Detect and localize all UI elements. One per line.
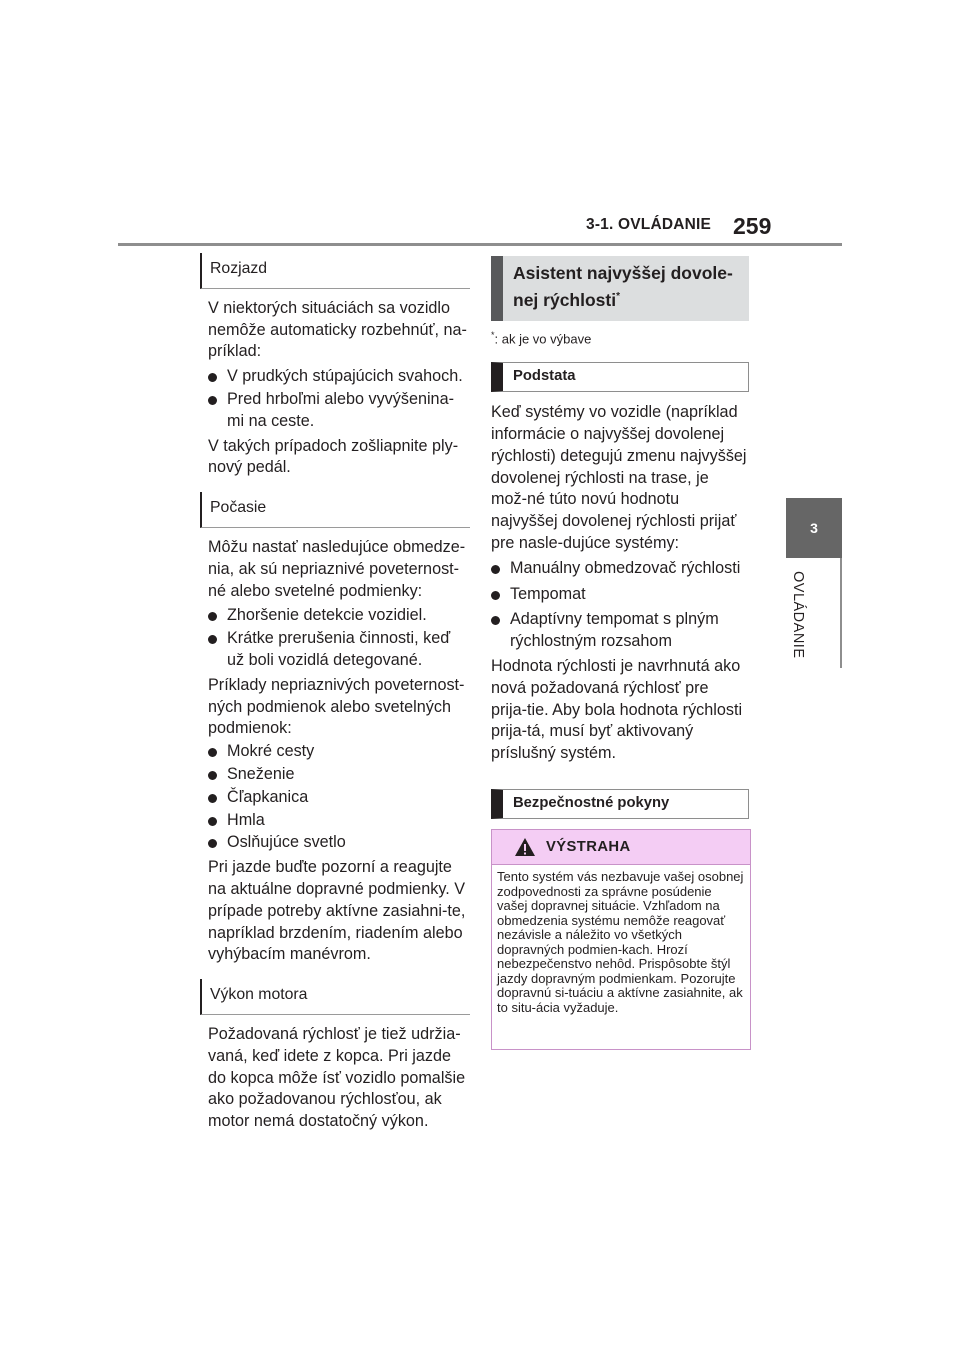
list-item: V prudkých stúpajúcich svahoch. [208,366,470,388]
running-header-section: 3-1. OVLÁDANIE [586,216,712,233]
rozjazd-outro: V takých prípadoch zošliapnite ply-nový pedál. [208,436,459,477]
list-item: Pred hrboľmi alebo vyvýšenina-mi na ceste. [208,389,470,433]
footnote-marker: * [616,291,620,302]
pocasie-intro: Môžu nastať nasledujúce obmedze-nia, ak sú nepriaznivé poveternost-né alebo svetelné podmienky: [208,537,466,600]
podstata-outro: Hodnota rýchlosti je navrhnutá ako nová požadovaná rýchlosť pre prija-tie. Aby bola hodnota rýchlosti prija-tá, musí byť aktivovaný príslušný systém. [491,656,743,763]
list-item: Zhoršenie detekcie vozidiel. [208,605,470,627]
chapter-label: OVLÁDANIE [790,571,806,659]
subheading-pocasie-text: Počasie [210,499,267,517]
warning-text: Tento systém vás nezbavuje vašej osobnej zodpovednosti za správne posúdenie vašej dopravnej situácie. Vzhľadom na obmedzenia systému nemôže reagovať nezávisle a náležito vo všetkých dopravných podmien-kach. Hrozí nebezpečenstvo nehôd. Prispôsobte štýl jazdy dopravným podmienkam. Pozorujte dopravnú si-tuáciu a aktívne zasiahnite, ak to situ-ácia vyžaduje. [497,869,744,1015]
side-rule [840,558,842,668]
vykon-text: Požadovaná rýchlosť je tiež udržia-vaná, keď idete z kopca. Pri jazde do kopca môže ísť vozidlo pomalšie ako požadovanou rýchlosťou, ak motor nemá dostatočný výkon. [208,1024,466,1131]
list-item: Hmla [208,810,470,832]
list-item: Manuálny obmedzovač rýchlosti [491,558,749,580]
subheading-podstata-text: Podstata [513,368,576,385]
podstata-intro: Keď systémy vo vozidle (napríklad informácie o najvyššej dovolenej rýchlosti) detegujú zmenu najvyššej dovolenej rýchlosti na trase, je mož-né túto novú hodnotu najvyššej dovolenej rýchlosti prijať pre nasle-dujúce systémy: [491,403,747,552]
subheading-rozjazd [200,253,470,289]
list-item: Čľapkanica [208,787,470,809]
subheading-podstata [491,362,749,392]
chapter-tab: 3 [786,498,842,558]
pocasie-outro: Pri jazde buďte pozorní a reagujte na aktuálne dopravné podmienky. V prípade potreby aktívne zasiahni-te, napríklad brzdením, riadením alebo vyhýbacím manévrom. [208,858,466,964]
subheading-vykon-text: Výkon motora [210,986,308,1004]
section-title [491,256,749,321]
warning-header [492,830,750,865]
right-column [491,256,749,765]
list-item: Adaptívny tempomat s plným rýchlostným rozsahom [491,609,749,653]
list-item: Tempomat [491,584,749,606]
pocasie-examples: Príklady nepriaznivých poveternost-ných podmienok alebo svetelných podmienok: [208,675,465,738]
subheading-vykon [200,979,470,1015]
header-rule [118,243,842,246]
warning-box [491,829,751,1050]
subheading-rozjazd-text: Rozjazd [210,260,268,277]
list-item: Oslňujúce svetlo [208,832,470,854]
warning-title: VÝSTRAHA [546,839,631,855]
subheading-bezpecnost-text: Bezpečnostné pokyny [513,795,670,811]
footnote [491,327,749,347]
rozjazd-intro: V niektorých situáciách sa vozidlo nemôže automaticky rozbehnúť, na-príklad: [208,298,467,361]
list-item: Mokré cesty [208,741,470,763]
page-number: 259 [733,213,772,239]
footnote-text: : ak je vo výbave [494,331,592,347]
list-item: Sneženie [208,764,470,786]
subheading-bezpecnost [491,789,749,819]
section-title-line2: nej rýchlosti* [513,289,620,310]
left-column [208,253,470,1133]
list-item: Krátke prerušenia činnosti, keď už boli vozidlá detegované. [208,628,470,672]
subheading-pocasie [200,492,470,528]
footnote-marker-ref: * [491,329,495,340]
warning-triangle-icon [514,837,536,857]
section-title-line1: Asistent najvyššej dovole- [513,263,733,283]
